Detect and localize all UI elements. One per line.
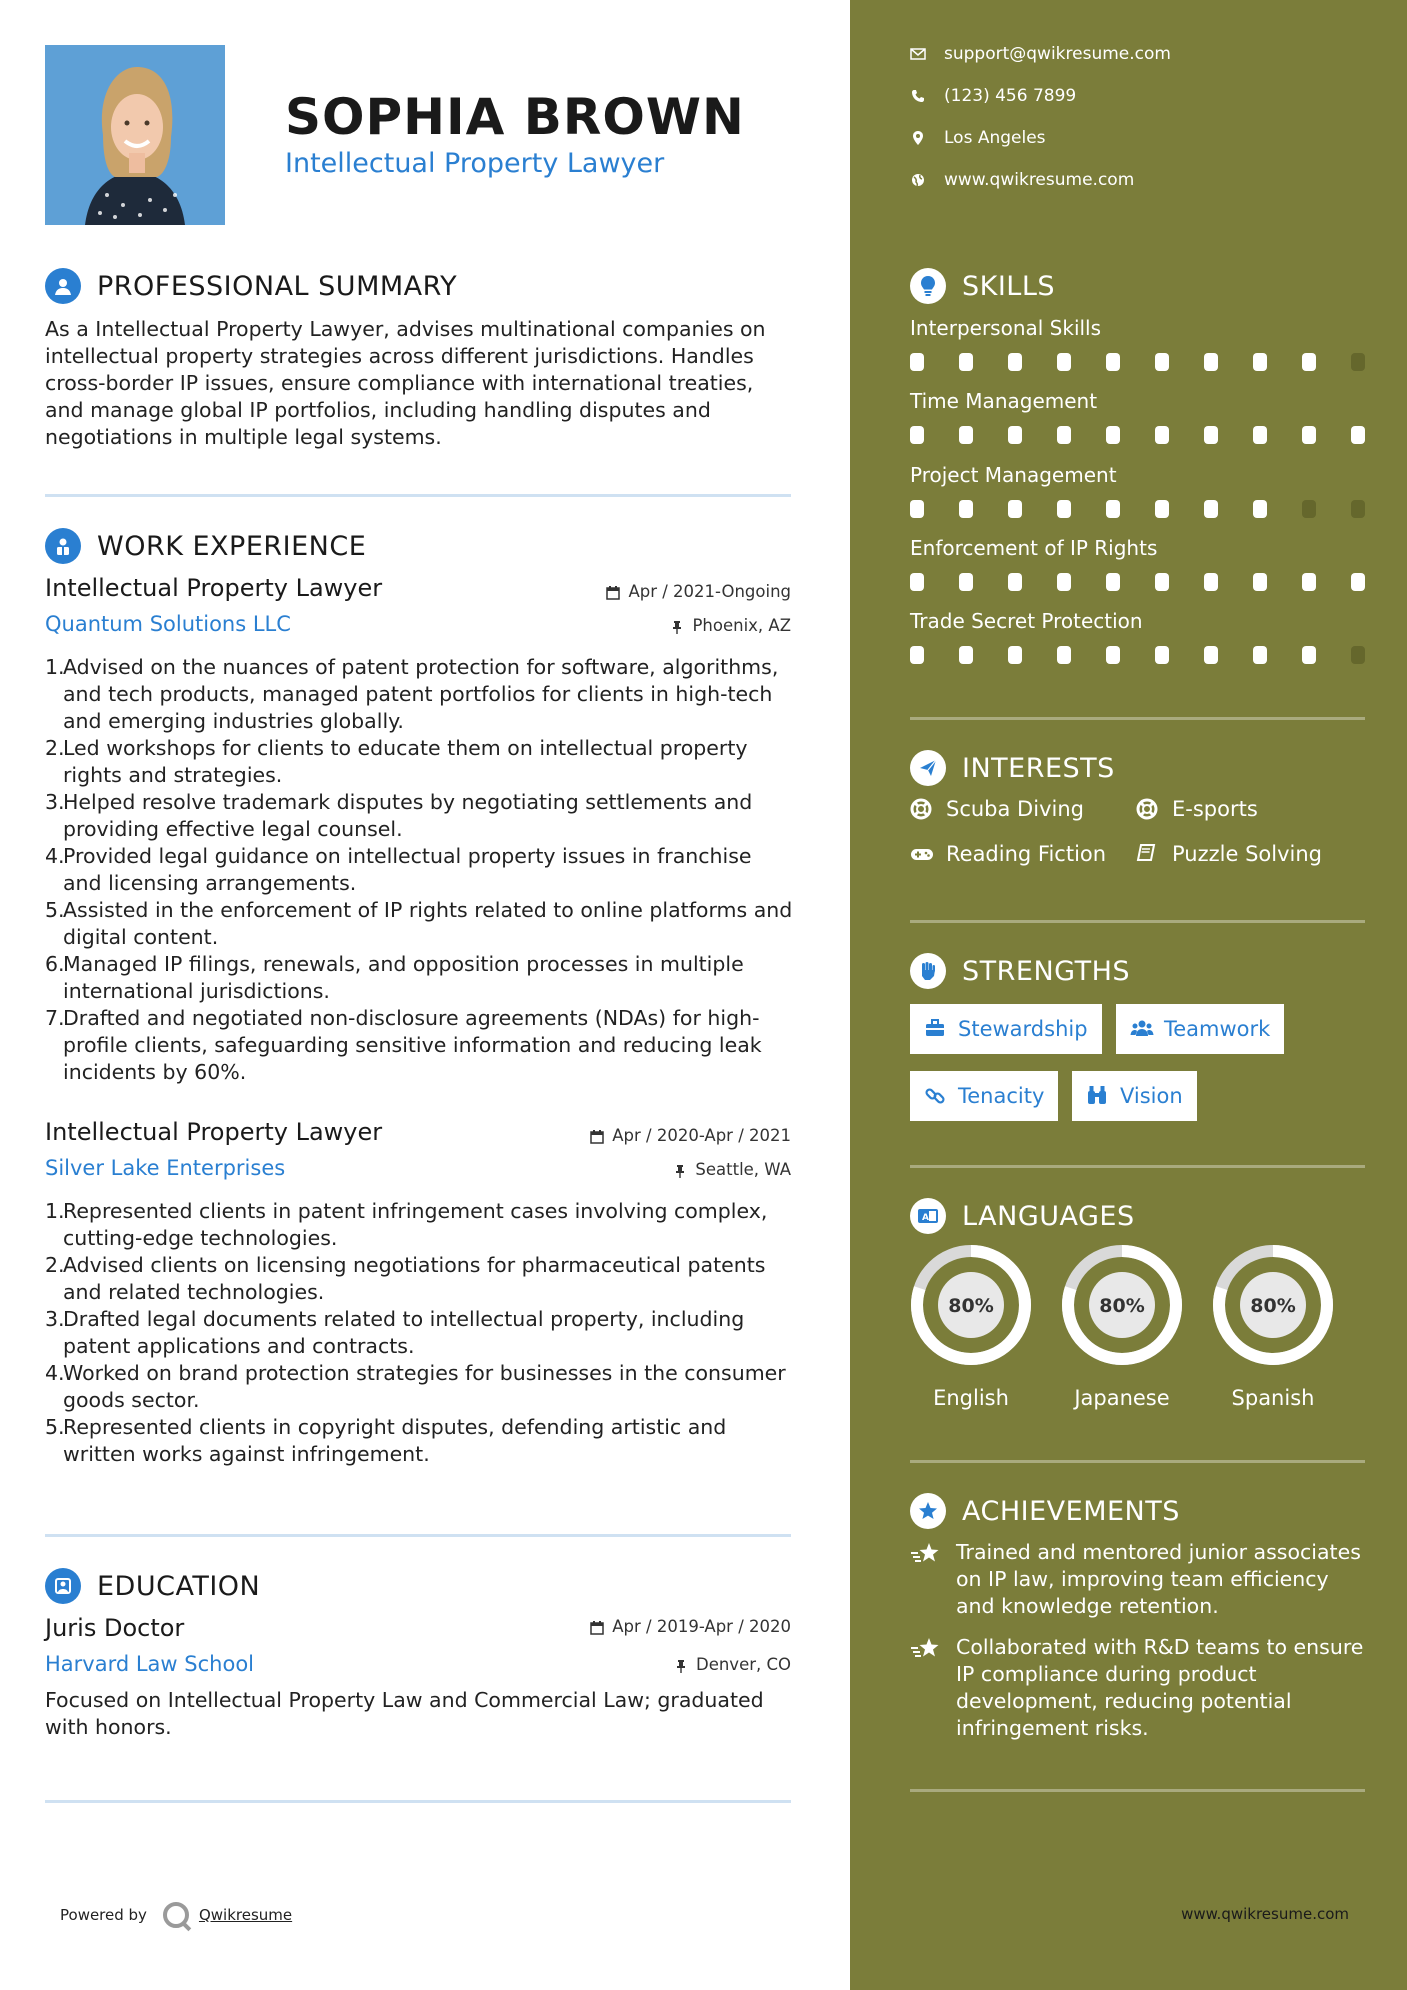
- section-title: ACHIEVEMENTS: [962, 1495, 1180, 1527]
- skill-name: Trade Secret Protection: [910, 609, 1143, 633]
- skill-level: [910, 353, 1400, 371]
- job-date: [590, 1126, 791, 1145]
- job-location-text: Seattle, WA: [695, 1160, 791, 1179]
- school-name: Harvard Law School: [45, 1652, 254, 1676]
- phone-icon: [910, 88, 926, 104]
- user-icon: [45, 268, 81, 304]
- skill-level: [910, 426, 1400, 444]
- skill-dot: [910, 646, 924, 664]
- interest-item: E-sports: [1136, 797, 1258, 821]
- company-name: Silver Lake Enterprises: [45, 1156, 286, 1180]
- section-title: EDUCATION: [97, 1570, 261, 1602]
- list-item: 4. Provided legal guidance on intellectual property issues in franchise and licensing arrangements.: [45, 844, 752, 895]
- language-percent: 80%: [1250, 1295, 1296, 1317]
- section-title: STRENGTHS: [962, 955, 1131, 987]
- skill-dot: [910, 353, 924, 371]
- experience-heading: [45, 528, 366, 564]
- list-item: 2. Advised clients on licensing negotiations for pharmaceutical patents and related technologies.: [45, 1253, 766, 1304]
- pin-icon: [673, 1163, 687, 1177]
- paper-plane-icon: [910, 750, 946, 786]
- skill-dot: [1253, 646, 1267, 664]
- achievement-item: Trained and mentored junior associates on IP law, improving team efficiency and knowledge retention.: [910, 1539, 1370, 1620]
- job-location: [670, 616, 791, 635]
- list-item: 2. Led workshops for clients to educate them on intellectual property rights and strategies.: [45, 736, 748, 787]
- powered-by: [60, 1902, 292, 1928]
- language-percent: 80%: [948, 1295, 994, 1317]
- skill-level: [910, 646, 1400, 664]
- interest-item: Scuba Diving: [910, 797, 1084, 821]
- skill-dot: [959, 646, 973, 664]
- map-marker-icon: [910, 130, 926, 146]
- gamepad-icon: [910, 843, 932, 865]
- strengths-heading: [910, 953, 1130, 989]
- contact-email-text: support@qwikresume.com: [944, 44, 1171, 64]
- skill-dot: [1253, 426, 1267, 444]
- skill-dot: [1008, 646, 1022, 664]
- skill-dot: [1155, 353, 1169, 371]
- section-divider: [45, 1534, 791, 1537]
- lifebuoy-icon: [910, 798, 932, 820]
- lifebuoy-icon: [1136, 798, 1158, 820]
- globe-icon: [910, 172, 926, 188]
- education-heading: [45, 1568, 260, 1604]
- skill-dot: [1351, 573, 1365, 591]
- skill-dot: [1302, 426, 1316, 444]
- job-location-text: Phoenix, AZ: [692, 616, 791, 635]
- calendar-icon: [590, 1620, 604, 1634]
- skill-dot: [1008, 500, 1022, 518]
- achievement-item: Collaborated with R&D teams to ensure IP compliance during product development, reducing potential infringement risks.: [910, 1634, 1370, 1742]
- strength-badge: Tenacity: [910, 1071, 1058, 1121]
- star-badge-icon: [910, 1493, 946, 1529]
- sidebar: [850, 0, 1407, 1990]
- binoculars-icon: [1086, 1085, 1108, 1107]
- summary-text: As a Intellectual Property Lawyer, advises multinational companies on intellectual property strategies across different jurisdictions. Handles cross-border IP issues, ensure compliance with international treaties, and manage global IP portfolios, including handling disputes and negotiations in multiple legal systems.: [45, 317, 766, 449]
- skill-name: Project Management: [910, 463, 1117, 487]
- pin-icon: [674, 1658, 688, 1672]
- skill-dot: [1253, 353, 1267, 371]
- skill-dot: [1204, 646, 1218, 664]
- skill-dot: [1204, 353, 1218, 371]
- skill-dot: [1106, 646, 1120, 664]
- language-name: Japanese: [1074, 1386, 1170, 1410]
- qwikresume-logo-icon: [163, 1902, 189, 1928]
- skill-dot: [1302, 646, 1316, 664]
- education-date: [590, 1617, 791, 1636]
- profile-photo: [45, 45, 225, 225]
- list-item: 3. Drafted legal documents related to intellectual property, including patent applications and contracts.: [45, 1307, 745, 1358]
- contact-location-text: Los Angeles: [944, 128, 1046, 148]
- section-divider: [910, 1460, 1365, 1463]
- skill-dot: [1155, 573, 1169, 591]
- skill-dot: [1204, 573, 1218, 591]
- education-description: Focused on Intellectual Property Law and Commercial Law; graduated with honors.: [45, 1688, 764, 1739]
- section-title: INTERESTS: [962, 752, 1115, 784]
- skill-dot: [1302, 500, 1316, 518]
- degree-title: Juris Doctor: [45, 1614, 185, 1642]
- list-item: 3. Helped resolve trademark disputes by negotiating settlements and providing effective legal counsel.: [45, 790, 753, 841]
- section-title: LANGUAGES: [962, 1200, 1135, 1232]
- skill-name: Interpersonal Skills: [910, 316, 1102, 340]
- skill-dot: [910, 573, 924, 591]
- language-progress-ring: [1061, 1244, 1183, 1366]
- skill-dot: [959, 426, 973, 444]
- skill-dot: [1351, 353, 1365, 371]
- pin-icon: [670, 619, 684, 633]
- interest-item: Reading Fiction: [910, 842, 1106, 866]
- book-icon: [1136, 843, 1158, 865]
- job-title: Intellectual Property Lawyer: [45, 1118, 383, 1146]
- language-item: [1061, 1244, 1183, 1410]
- shooting-star-icon: [910, 1541, 942, 1567]
- skill-dot: [1253, 573, 1267, 591]
- skill-dot: [1106, 353, 1120, 371]
- achievements-heading: [910, 1493, 1180, 1529]
- contact-phone[interactable]: [910, 86, 1076, 106]
- language-progress-ring: [1212, 1244, 1334, 1366]
- section-divider: [910, 1165, 1365, 1168]
- list-item: 1. Advised on the nuances of patent protection for software, algorithms, and tech products, managed patent portfolios for clients in high-tech and emerging industries globally.: [45, 655, 779, 733]
- language-name: Spanish: [1231, 1386, 1315, 1410]
- job-date-text: Apr / 2020-Apr / 2021: [612, 1126, 791, 1145]
- interests-heading: [910, 750, 1115, 786]
- skill-dot: [1057, 646, 1071, 664]
- skill-dot: [1106, 573, 1120, 591]
- skill-dot: [1057, 426, 1071, 444]
- skill-dot: [1302, 353, 1316, 371]
- job-bullets: [45, 1198, 795, 1468]
- strength-badge: Stewardship: [910, 1004, 1102, 1054]
- education-location-text: Denver, CO: [695, 1655, 791, 1674]
- skill-dot: [1155, 500, 1169, 518]
- graduation-icon: [45, 1568, 81, 1604]
- lightbulb-icon: [910, 268, 946, 304]
- contact-phone-text: (123) 456 7899: [944, 86, 1077, 106]
- section-divider: [45, 1800, 791, 1803]
- link-icon: [924, 1085, 946, 1107]
- language-percent: 80%: [1099, 1295, 1145, 1317]
- skill-dot: [1106, 500, 1120, 518]
- powered-by-label: Powered by: [60, 1906, 147, 1924]
- section-divider: [910, 1789, 1365, 1792]
- calendar-icon: [606, 585, 620, 599]
- skill-name: Enforcement of IP Rights: [910, 536, 1158, 560]
- skill-dot: [1302, 573, 1316, 591]
- strength-badge: Teamwork: [1116, 1004, 1284, 1054]
- skill-name: Time Management: [910, 389, 1098, 413]
- interest-item: Puzzle Solving: [1136, 842, 1322, 866]
- skill-dot: [1057, 500, 1071, 518]
- job-date: [606, 582, 791, 601]
- translate-icon: [910, 1198, 946, 1234]
- envelope-icon: [910, 46, 926, 62]
- skill-level: [910, 500, 1400, 518]
- language-name: English: [933, 1386, 1009, 1410]
- job-title: Intellectual Property Lawyer: [45, 574, 383, 602]
- contact-location: [910, 128, 1046, 148]
- language-progress-ring: [910, 1244, 1032, 1366]
- job-date-text: Apr / 2021-Ongoing: [628, 582, 791, 601]
- users-icon: [1130, 1018, 1152, 1040]
- section-divider: [910, 920, 1365, 923]
- skill-dot: [1204, 500, 1218, 518]
- skill-dot: [1008, 426, 1022, 444]
- section-title: SKILLS: [962, 270, 1056, 302]
- section-divider: [45, 494, 791, 497]
- skill-dot: [1204, 426, 1218, 444]
- briefcase-user-icon: [45, 528, 81, 564]
- skill-dot: [1057, 353, 1071, 371]
- skill-dot: [1351, 646, 1365, 664]
- strength-badge: Vision: [1072, 1071, 1197, 1121]
- section-title: WORK EXPERIENCE: [97, 530, 367, 562]
- skill-dot: [1351, 426, 1365, 444]
- job-bullets: [45, 654, 795, 1086]
- language-item: [910, 1244, 1032, 1410]
- brand-link[interactable]: Qwikresume: [198, 1906, 293, 1924]
- skill-dot: [959, 500, 973, 518]
- skill-dot: [1008, 573, 1022, 591]
- svg-text:A: A: [922, 1213, 929, 1223]
- company-name: Quantum Solutions LLC: [45, 612, 291, 636]
- contact-email[interactable]: [910, 44, 1171, 64]
- skill-dot: [910, 500, 924, 518]
- section-title: PROFESSIONAL SUMMARY: [97, 270, 458, 302]
- skill-dot: [1155, 646, 1169, 664]
- list-item: 6. Managed IP filings, renewals, and opposition processes in multiple international jurisdictions.: [45, 952, 744, 1003]
- skills-heading: [910, 268, 1055, 304]
- skill-dot: [910, 426, 924, 444]
- language-item: [1212, 1244, 1334, 1410]
- skill-dot: [959, 573, 973, 591]
- candidate-role: Intellectual Property Lawyer: [285, 148, 665, 179]
- skill-dot: [1057, 573, 1071, 591]
- languages-heading: [910, 1198, 1135, 1234]
- skill-dot: [1155, 426, 1169, 444]
- skill-dot: [959, 353, 973, 371]
- education-date-text: Apr / 2019-Apr / 2020: [612, 1617, 791, 1636]
- list-item: 1. Represented clients in patent infringement cases involving complex, cutting-edge technologies.: [45, 1199, 768, 1250]
- skill-dot: [1351, 500, 1365, 518]
- footer-url[interactable]: www.qwikresume.com: [1181, 1905, 1349, 1923]
- skill-dot: [1008, 353, 1022, 371]
- skill-dot: [1106, 426, 1120, 444]
- education-location: [674, 1655, 791, 1674]
- list-item: 5. Represented clients in copyright disputes, defending artistic and written works against infringement.: [45, 1415, 727, 1466]
- calendar-icon: [590, 1129, 604, 1143]
- contact-website[interactable]: [910, 170, 1134, 190]
- section-divider: [910, 717, 1365, 720]
- skill-level: [910, 573, 1400, 591]
- list-item: 4. Worked on brand protection strategies for businesses in the consumer goods sector.: [45, 1361, 786, 1412]
- shooting-star-icon: [910, 1636, 942, 1662]
- list-item: 5. Assisted in the enforcement of IP rights related to online platforms and digital content.: [45, 898, 793, 949]
- contact-website-text: www.qwikresume.com: [944, 170, 1135, 190]
- list-item: 7. Drafted and negotiated non-disclosure agreements (NDAs) for high-profile clients, safeguarding sensitive information and reducing leak incidents by 60%.: [45, 1006, 762, 1084]
- candidate-name: SOPHIA BROWN: [285, 88, 745, 146]
- briefcase-icon: [924, 1018, 946, 1040]
- summary-heading: [45, 268, 457, 304]
- skill-dot: [1253, 500, 1267, 518]
- fist-icon: [910, 953, 946, 989]
- job-location: [673, 1160, 791, 1179]
